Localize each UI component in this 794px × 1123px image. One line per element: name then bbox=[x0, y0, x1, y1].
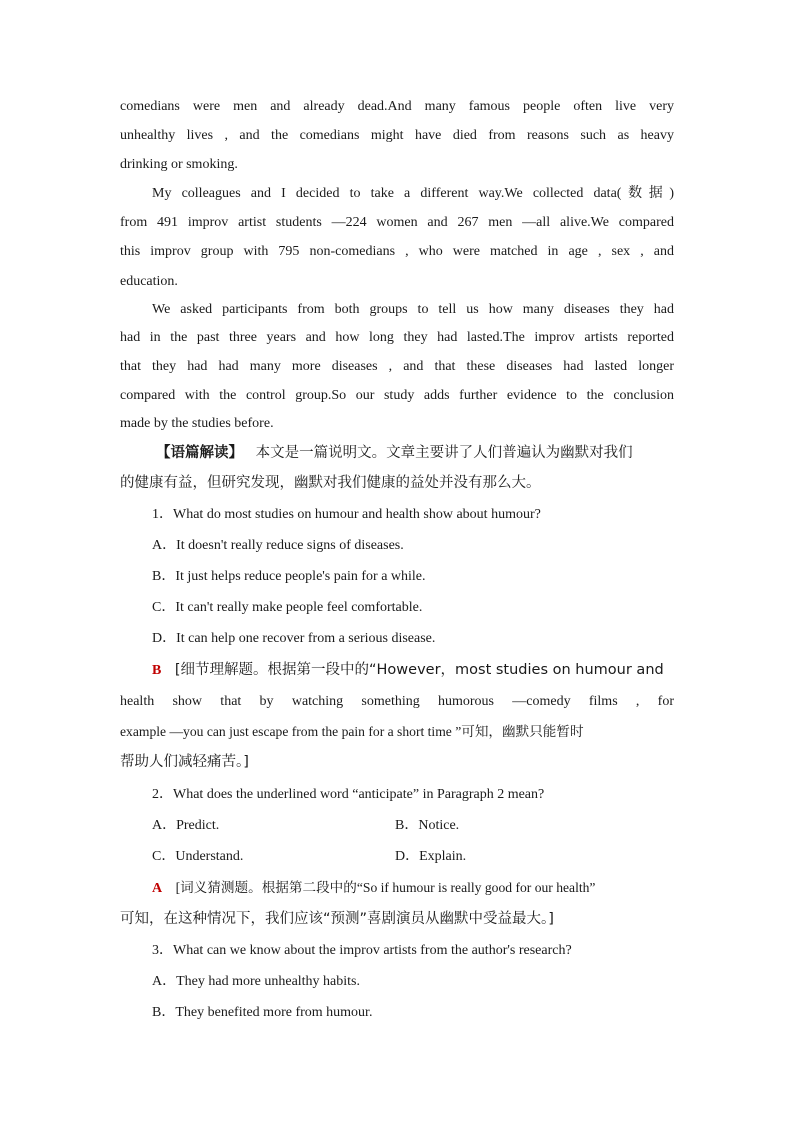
passage-line: this improv group with 795 non-comedians , who were matched in age , sex , and bbox=[120, 244, 674, 259]
option-b: B．It just helps reduce people's pain for a while. bbox=[152, 569, 426, 584]
passage-line: My colleagues and I decided to take a different way.We collected data(数据) bbox=[152, 186, 674, 201]
passage-line: unhealthy lives , and the comedians might have died from reasons such as heavy bbox=[120, 128, 674, 143]
option-c: C．Understand. bbox=[152, 849, 244, 864]
option-row bbox=[152, 845, 467, 869]
passage-line: compared with the control group.So our study adds further evidence to the conclusion bbox=[120, 388, 674, 403]
passage-line: education. bbox=[120, 274, 178, 289]
passage-line: had in the past three years and how long they had lasted.The improv artists reported bbox=[120, 330, 674, 345]
explanation-text: 可知，在这种情况下，我们应该“预测”喜剧演员从幽默中受益最大。] bbox=[120, 911, 554, 927]
question-stem: 1．What do most studies on humour and health show about humour? bbox=[152, 507, 541, 522]
explanation-text: [词义猜测题。根据第二段中的“So if humour is really good for our health” bbox=[175, 880, 596, 895]
passage-line: that they had had many more diseases , and that these diseases had lasted longer bbox=[120, 359, 674, 374]
analysis-tag: 【语篇解读】 bbox=[156, 445, 243, 461]
passage-line: comedians were men and already dead.And many famous people often live very bbox=[120, 99, 674, 114]
analysis-block bbox=[156, 441, 674, 465]
explanation bbox=[152, 658, 674, 682]
explanation bbox=[152, 876, 674, 900]
option-a: A．They had more unhealthy habits. bbox=[152, 974, 361, 989]
option-b: B．They benefited more from humour. bbox=[152, 1005, 373, 1020]
analysis-text: 本文是一篇说明文。文章主要讲了人们普遍认为幽默对我们 bbox=[255, 445, 633, 461]
analysis-text: 的健康有益，但研究发现，幽默对我们健康的益处并没有那么大。 bbox=[120, 475, 541, 491]
passage-line: drinking or smoking. bbox=[120, 157, 238, 172]
option-d: D．Explain. bbox=[395, 849, 467, 864]
explanation-text: example —you can just escape from the pain for a short time ”可知，幽默只能暂时 bbox=[120, 724, 584, 739]
passage-line: made by the studies before. bbox=[120, 416, 274, 431]
explanation-text: 帮助人们减轻痛苦。] bbox=[120, 754, 249, 770]
question-stem: 3．What can we know about the improv artists from the author's research? bbox=[152, 943, 572, 958]
option-a: A．It doesn't really reduce signs of diseases. bbox=[152, 538, 404, 553]
explanation-text: health show that by watching something humorous —comedy films , for bbox=[120, 694, 674, 709]
passage-line: We asked participants from both groups to tell us how many diseases they had bbox=[152, 302, 674, 317]
passage-line: from 491 improv artist students —224 women and 267 men —all alive.We compared bbox=[120, 215, 674, 230]
question-stem: 2．What does the underlined word “anticipate” in Paragraph 2 mean? bbox=[152, 787, 545, 802]
explanation-text: [细节理解题。根据第一段中的“However，most studies on humour and bbox=[174, 662, 664, 678]
option-d: D．It can help one recover from a serious disease. bbox=[152, 631, 436, 646]
option-b: B．Notice. bbox=[395, 818, 460, 833]
answer-letter: B bbox=[152, 663, 162, 678]
option-row bbox=[152, 814, 460, 838]
option-a: A．Predict. bbox=[152, 818, 220, 833]
option-c: C．It can't really make people feel comfortable. bbox=[152, 600, 423, 615]
answer-letter: A bbox=[152, 881, 163, 896]
